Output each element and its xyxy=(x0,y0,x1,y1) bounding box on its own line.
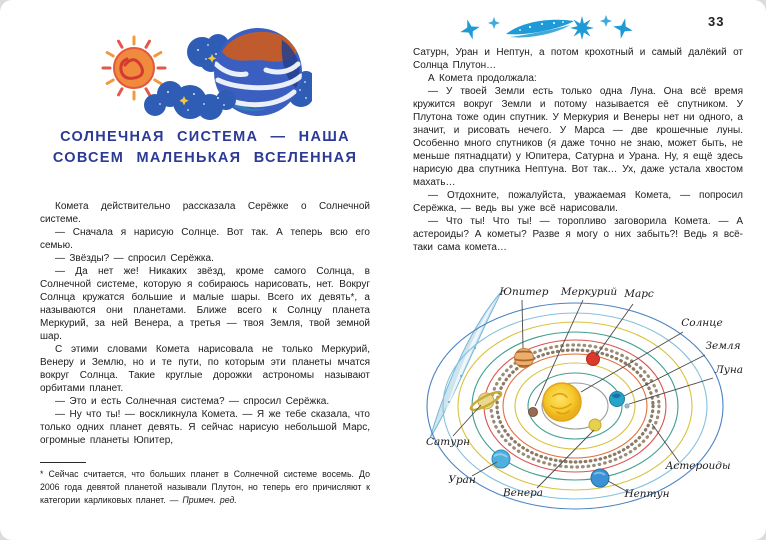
paragraph: — Звёзды? — спросил Серёжка. xyxy=(55,253,214,264)
leader-line-moon xyxy=(629,378,713,404)
paragraph: — Да нет же! Никаких звёзд, кроме самого Солнца, в Солнечной системе, которую я собираюсь нарисовать, нет. Вокруг Солнца кружатся большие и малые шары. Всего их девять*, а называются они планетами. Ближе всего к Солнцу планета Меркурий, за ней Венера, а третья — твоя Земля, твой земной шар. xyxy=(40,266,370,342)
sun-drawing-icon xyxy=(103,37,165,99)
paragraph: — Ну что ты! — воскликнула Комета. — Я же тебе сказала, что только одних планет девять. Я сейчас нарисую небольшой Марс, огромные планеты Юпитер, xyxy=(40,409,370,446)
solar-system-diagram xyxy=(415,278,763,538)
diagram-label-earth: Земля xyxy=(705,340,741,352)
sun xyxy=(543,383,581,421)
diagram-label-moon: Луна xyxy=(714,364,744,376)
paragraph: — Сначала я нарисую Солнце. Вот так. А теперь всю его семью. xyxy=(40,227,370,251)
diagram-label-venus: Венера xyxy=(502,487,544,499)
chapter-title-line1: СОЛНЕЧНАЯ СИСТЕМА — НАША xyxy=(60,129,350,145)
chapter-title-line2: СОВСЕМ МАЛЕНЬКАЯ ВСЕЛЕННАЯ xyxy=(52,150,358,166)
diagram-label-asteroids: Астероиды xyxy=(665,460,731,472)
page-left xyxy=(40,0,370,540)
star-icon xyxy=(600,15,612,27)
paragraph: — Что ты! Что ты! — торопливо заговорила Комета. — А астероиды? А кометы? Разве я могу о них забыть?! Ведь я всё-таки сама комета… xyxy=(413,216,743,253)
paragraph: Сатурн, Уран и Нептун, а потом крохотный и самый далёкий от Солнца Плутон… xyxy=(413,47,743,71)
planet-uranus xyxy=(492,450,510,468)
diagram-label-saturn: Сатурн xyxy=(426,436,470,448)
paragraph: — У твоей Земли есть только одна Луна. Она всё время кружится вокруг Земли и потому называется её спутником. У Плутона тоже один спутник. У Меркурия и Венеры нет ни одного, а значит, и рисовать нечего. У Марса — две крошечные луны. Особенно много спутников (я даже точно не знаю, может быть, не меньше пятнадцати) у Юпитера, Сатурна и Урана. Ну, я ещё здесь нарисую два спутника Нептуна. Вот так… Ух, даже устала хвостом махать… xyxy=(413,86,743,188)
diagram-label-neptune: Нептун xyxy=(624,488,670,500)
page-number: 33 xyxy=(708,14,725,29)
earth-sun-illustration xyxy=(98,12,312,124)
planet-mercury xyxy=(529,408,538,417)
paragraph: А Комета продолжала: xyxy=(428,73,537,84)
diagram-label-uranus: Уран xyxy=(448,474,476,486)
footnote xyxy=(40,462,370,507)
footnote-text: * Сейчас считается, что больших планет в Солнечной системе восемь. До 2006 года девятой планетой называли Плутон, но теперь его причисляют к категории карликовых планет. — xyxy=(40,469,370,505)
left-body-text xyxy=(40,200,370,447)
comet-tail-icon xyxy=(430,292,501,438)
star-icon xyxy=(488,17,500,29)
leader-line-mars xyxy=(596,304,633,356)
leader-line-jupiter xyxy=(522,300,523,348)
paragraph: — Это и есть Солнечная система? — спросил Серёжка. xyxy=(55,396,330,407)
paragraph: С этими словами Комета нарисовала не только Меркурий, Венеру и Землю, но и те пути, по которым эти планеты мчатся вокруг Солнца. Такие круглые дорожки астрономы называют орбитами планет. xyxy=(40,344,370,394)
page-right xyxy=(413,0,743,540)
leader-line-saturn xyxy=(453,405,481,436)
planet-venus xyxy=(589,419,601,431)
star-icon xyxy=(611,16,633,41)
diagram-label-sun: Солнце xyxy=(681,317,723,329)
diagram-label-mercury: Меркурий xyxy=(560,286,618,298)
moon xyxy=(625,404,629,408)
paragraph: — Отдохните, пожалуйста, уважаемая Комета, — попросил Серёжка, — ведь вы уже всё нарисовали. xyxy=(413,190,743,214)
burst-star-icon xyxy=(565,11,599,45)
footnote-divider xyxy=(40,462,86,463)
leader-line-asteroids xyxy=(652,424,679,462)
footnote-source: Примеч. ред. xyxy=(182,495,237,505)
planet-neptune xyxy=(591,469,609,487)
chapter-title xyxy=(40,127,370,169)
stars-comet-decoration xyxy=(458,10,633,46)
right-body-text xyxy=(413,46,743,254)
diagram-label-jupiter: Юпитер xyxy=(499,286,549,298)
star-icon xyxy=(458,17,482,42)
planet-earth xyxy=(610,392,625,407)
paragraph: Комета действительно рассказала Серёжке о Солнечной системе. xyxy=(40,201,370,225)
diagram-label-mars: Марс xyxy=(624,288,654,300)
leader-line-earth xyxy=(624,355,705,396)
